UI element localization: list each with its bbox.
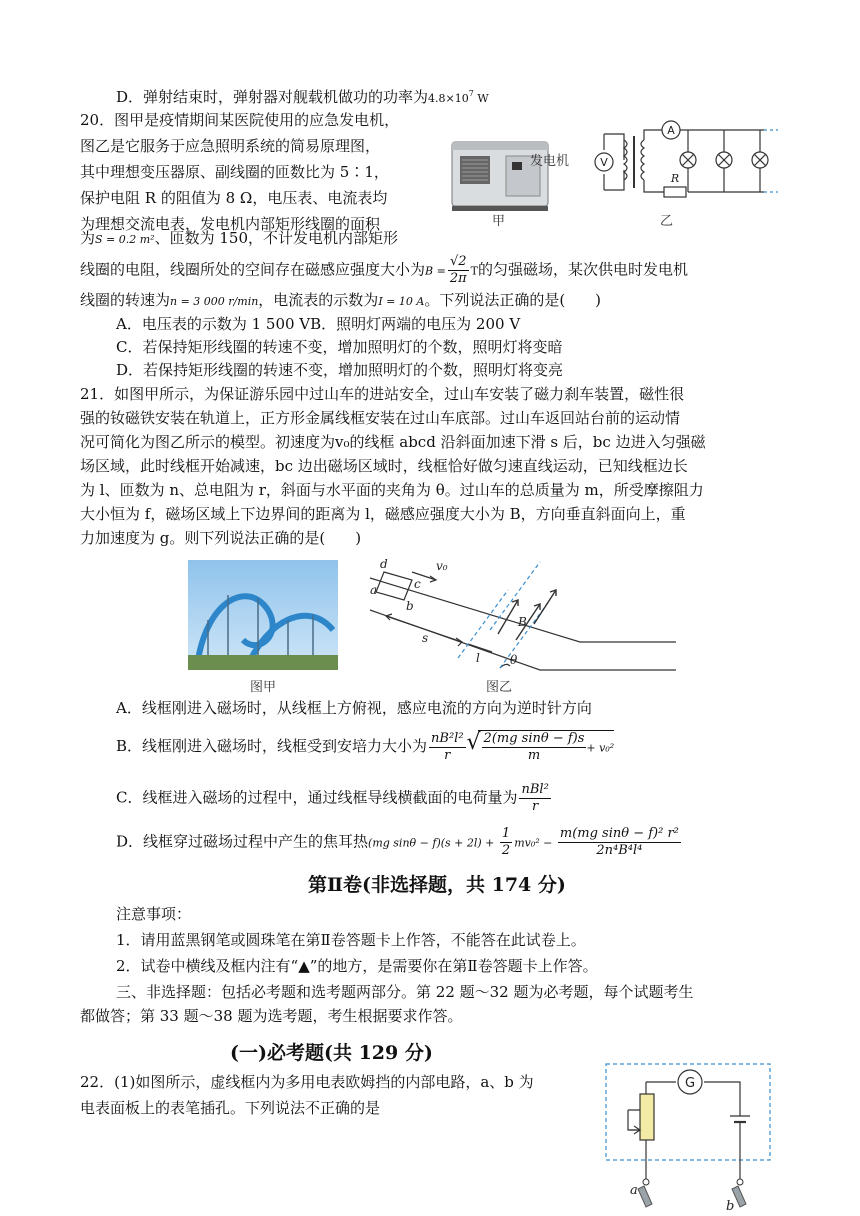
- terminal-a-label: a: [630, 1183, 638, 1198]
- circuit-diagram: [564, 118, 784, 208]
- generator-image: [448, 136, 552, 216]
- q21-line: 大小恒为 f，磁场区域上下边界间的距离为 l，磁感应强度大小为 B，方向垂直斜面向上，重: [80, 505, 686, 523]
- notice-item: 三、非选择题：包括必考题和选考题两部分。第 22 题～32 题为必考题，每个试题考生: [116, 983, 694, 1001]
- incline-diagram: [350, 550, 680, 674]
- figure-label-jia: 甲: [492, 214, 506, 229]
- part2-title: 第Ⅱ卷(非选择题，共 174 分): [308, 874, 566, 896]
- label-c: c: [414, 577, 421, 591]
- circuit-svg: [564, 118, 784, 208]
- notice-item: 2．试卷中横线及框内注有“▲”的地方，是需要你在第Ⅱ卷答题卡上作答。: [116, 957, 598, 975]
- incline-svg: [350, 550, 680, 674]
- roller-coaster-photo: [188, 560, 338, 670]
- figure-label-yi: 图乙: [486, 680, 513, 695]
- notice-item: 1．请用蓝黑钢笔或圆珠笔在第Ⅱ卷答题卡上作答，不能答在此试卷上。: [116, 931, 586, 949]
- label-s: s: [422, 631, 429, 645]
- q20-line: 线圈的电阻，线圈所处的空间存在磁感应强度大小为B = $\frac{√2}{2\pi}$ T的匀强磁场，某次供电时发电机: [80, 254, 688, 286]
- label-b: b: [406, 599, 414, 613]
- roller-coaster-image: [188, 560, 338, 670]
- terminal-b-label: b: [726, 1199, 735, 1212]
- q21-option-c: C．线框进入磁场的过程中，通过线框导线横截面的电荷量为 $\frac{\text{nBl²}}{r}$: [116, 782, 549, 814]
- q22-line: 22．(1)如图所示，虚线框内为多用电表欧姆挡的内部电路，a、b 为: [80, 1073, 534, 1091]
- section-title: (一)必考题(共 129 分): [230, 1042, 433, 1064]
- q22-line: 电表面板上的表笔插孔。下列说法不正确的是: [80, 1099, 381, 1117]
- ohmmeter-svg: [600, 1060, 776, 1212]
- resistor-label: R: [670, 172, 680, 185]
- q20-line: 为理想交流电表，发电机内部矩形线圈的面积: [80, 215, 381, 233]
- q21-line: 强的钕磁铁安装在轨道上，正方形金属线框安装在过山车底部。过山车返回站台前的运动情: [80, 409, 681, 427]
- q20-line: 线圈的转速为n = 3 000 r/min，电流表的示数为I = 10 A。下列说法正确的是( ): [80, 291, 602, 309]
- label-v0: v₀: [436, 559, 448, 573]
- label-theta: θ: [510, 653, 518, 667]
- q20-option-d: D．若保持矩形线圈的转速不变，增加照明灯的个数，照明灯将变亮: [116, 361, 564, 379]
- q21-line: 21．如图甲所示，为保证游乐园中过山车的进站安全，过山车安装了磁力刹车装置，磁性很: [80, 385, 685, 403]
- generator-label: 发电机: [530, 154, 570, 169]
- variable-resistor-icon: [640, 1094, 654, 1140]
- q20-line: 图乙是它服务于应急照明系统的简易原理图，: [80, 137, 381, 155]
- q20-line: 其中理想变压器原、副线圈的匝数比为 5∶1，: [80, 163, 389, 181]
- q21-option-b: B．线框刚进入磁场时，线框受到安培力大小为 $\frac{\text{nB²l²}}{r}$ √ $\frac{\text{2(mg sinθ − f)s}}{m}$ + v₀²: [116, 730, 614, 764]
- q19-option-d: D．弹射结束时，弹射器对舰载机做功的功率为$4.8\times 10^7$ W: [116, 88, 489, 106]
- label-d: d: [380, 557, 388, 571]
- q20-line: 为S = 0.2 m²、匝数为 150，不计发电机内部矩形: [80, 229, 398, 247]
- q21-option-a: A．线框刚进入磁场时，从线框上方俯视，感应电流的方向为逆时针方向: [116, 699, 592, 717]
- ammeter-label: A: [667, 124, 675, 137]
- q21-line: 为 l、匝数为 n、总电阻为 r，斜面与水平面的夹角为 θ。过山车的总质量为 m，所受摩擦阻力: [80, 481, 704, 499]
- q21-option-d: D．线框穿过磁场过程中产生的焦耳热(mg sinθ − f)(s + 2l) + $\frac{1}{2}$ mv₀² − $\frac{\text{m(mg sinθ − f)² r²}}{\text{2n⁴B⁴l⁴}}$: [116, 826, 679, 858]
- galvanometer-label: G: [684, 1076, 696, 1091]
- notice-item: 都做答；第 33 题～38 题为选考题，考生根据要求作答。: [80, 1007, 463, 1025]
- q20-option-ab: A．电压表的示数为 1 500 VB．照明灯两端的电压为 200 V: [116, 315, 521, 333]
- generator-photo: [448, 136, 552, 216]
- q21-line: 场区域，此时线框开始减速，bc 边出磁场区域时，线框恰好做匀速直线运动，已知线框边长: [80, 457, 688, 475]
- label-l: l: [476, 651, 480, 665]
- q21-line: 况可简化为图乙所示的模型。初速度为v₀的线框 abcd 沿斜面加速下滑 s 后，bc 边进入匀强磁: [80, 433, 706, 451]
- ohmmeter-diagram: [600, 1060, 776, 1212]
- resistor-icon: [664, 187, 686, 197]
- label-B: B: [518, 615, 527, 629]
- notice-title: 注意事项：: [116, 905, 192, 923]
- voltmeter-label: V: [600, 156, 608, 169]
- figure-label-jia: 图甲: [250, 680, 277, 695]
- q21-line: 力加速度为 g。则下列说法正确的是( ): [80, 529, 362, 547]
- q20-line: 保护电阻 R 的阻值为 8 Ω，电压表、电流表均: [80, 189, 388, 207]
- figure-label-yi: 乙: [660, 214, 674, 229]
- label-a: a: [370, 583, 378, 597]
- q20-option-c: C．若保持矩形线圈的转速不变，增加照明灯的个数，照明灯将变暗: [116, 338, 563, 356]
- q20-line: 20．图甲是疫情期间某医院使用的应急发电机，: [80, 111, 400, 129]
